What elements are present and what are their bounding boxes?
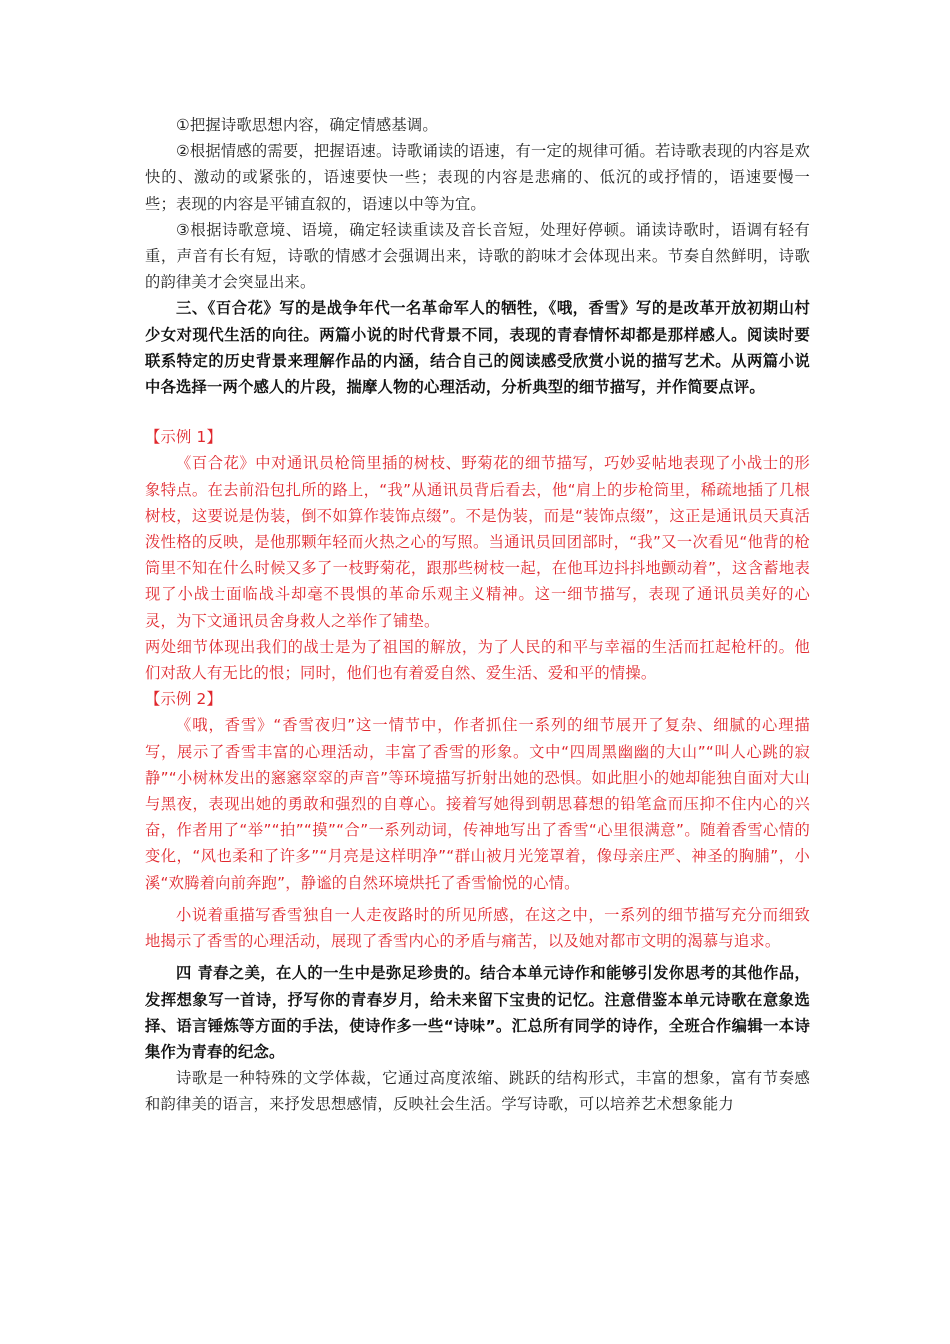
question-3: 三、《百合花》写的是战争年代一名革命军人的牺牲，《哦，香雪》写的是改革开放初期山村少女对现代生活的向往。两篇小说的时代背景不同，表现的青春情怀却都是那样感人。阅读时要联系特定的历史背景来理解作品的内涵，结合自己的阅读感受欣赏小说的描写艺术。从两篇小说中各选择一两个感人的片段，揣摩人物的心理活动，分析典型的细节描写，并作简要点评。 [145, 299, 810, 397]
example-2-paragraph-1: 《哦，香雪》“香雪夜归”这一情节中，作者抓住一系列的细节展开了复杂、细腻的心理描写，展示了香雪丰富的心理活动，丰富了香雪的形象。文中“四周黑幽幽的大山”“叫人心跳的寂静”“小树林发出的窸窸窣窣的声音”等环境描写折射出她的恐惧。如此胆小的她却能独自面对大山与黑夜，表现出她的勇敢和强烈的自尊心。接着写她得到朝思暮想的铅笔盒而压抑不住内心的兴奋，作者用了“举”“拍”“摸”“合”一系列动词，传神地写出了香雪“心里很满意”。随着香雪心情的变化，“风也柔和了许多”“月亮是这样明净”“群山被月光笼罩着，像母亲庄严、神圣的胸脯”，小溪“欢腾着向前奔跑”，静谧的自然环境烘托了香雪愉悦的心情。 [145, 716, 810, 892]
example-2-label: 【示例 2】 [145, 690, 222, 709]
reading-tip-3: ③根据诗歌意境、语境，确定轻读重读及音长音短，处理好停顿。诵读诗歌时，语调有轻有重，声音有长有短，诗歌的情感才会强调出来，诗歌的韵味才会体现出来。节奏自然鲜明，诗歌的韵律美才会突显出来。 [145, 220, 810, 292]
example-1-label: 【示例 1】 [145, 428, 222, 447]
document-page [145, 112, 810, 1118]
example-1-paragraph-1: 《百合花》中对通讯员枪筒里插的树枝、野菊花的细节描写，巧妙妥帖地表现了小战士的形象特点。在去前沿包扎所的路上，“我”从通讯员背后看去，他“肩上的步枪筒里，稀疏地插了几根树枝，这要说是伪装，倒不如算作装饰点缀”。不是伪装，而是“装饰点缀”，这正是通讯员天真活泼性格的反映，是他那颗年轻而火热之心的写照。当通讯员回团部时，“我”又一次看见“他背的枪筒里不知在什么时候又多了一枝野菊花，跟那些树枝一起，在他耳边抖抖地颤动着”，这含蓄地表现了小战士面临战斗却毫不畏惧的革命乐观主义精神。这一细节描写，表现了通讯员美好的心灵，为下文通讯员舍身救人之举作了铺垫。 [145, 454, 810, 630]
reading-tip-1: ①把握诗歌思想内容，确定情感基调。 [176, 116, 438, 134]
poetry-intro-paragraph: 诗歌是一种特殊的文学体裁，它通过高度浓缩、跳跃的结构形式，丰富的想象，富有节奏感和韵律美的语言，来抒发思想感情，反映社会生活。学写诗歌，可以培养艺术想象能力 [145, 1069, 810, 1114]
reading-tip-2: ②根据情感的需要，把握语速。诗歌诵读的语速，有一定的规律可循。若诗歌表现的内容是欢快的、激动的或紧张的，语速要快一些；表现的内容是悲痛的、低沉的或抒情的，语速要慢一些；表现的内容是平铺直叙的，语速以中等为宜。 [145, 142, 810, 213]
example-1-paragraph-2: 两处细节体现出我们的战士是为了祖国的解放，为了人民的和平与幸福的生活而扛起枪杆的。他们对敌人有无比的恨；同时，他们也有着爱自然、爱生活、爱和平的情操。 [145, 637, 810, 683]
question-4: 四 青春之美，在人的一生中是弥足珍贵的。结合本单元诗作和能够引发你思考的其他作品，发挥想象写一首诗，抒写你的青春岁月，给未来留下宝贵的记忆。注意借鉴本单元诗歌在意象选择、语言锤炼等方面的手法，使诗作多一些“诗味”。汇总所有同学的诗作，全班合作编辑一本诗集作为青春的纪念。 [145, 964, 810, 1061]
example-2-paragraph-2: 小说着重描写香雪独自一人走夜路时的所见所感，在这之中，一系列的细节描写充分而细致地揭示了香雪的心理活动，展现了香雪内心的矛盾与痛苦，以及她对都市文明的渴慕与追求。 [145, 905, 810, 951]
